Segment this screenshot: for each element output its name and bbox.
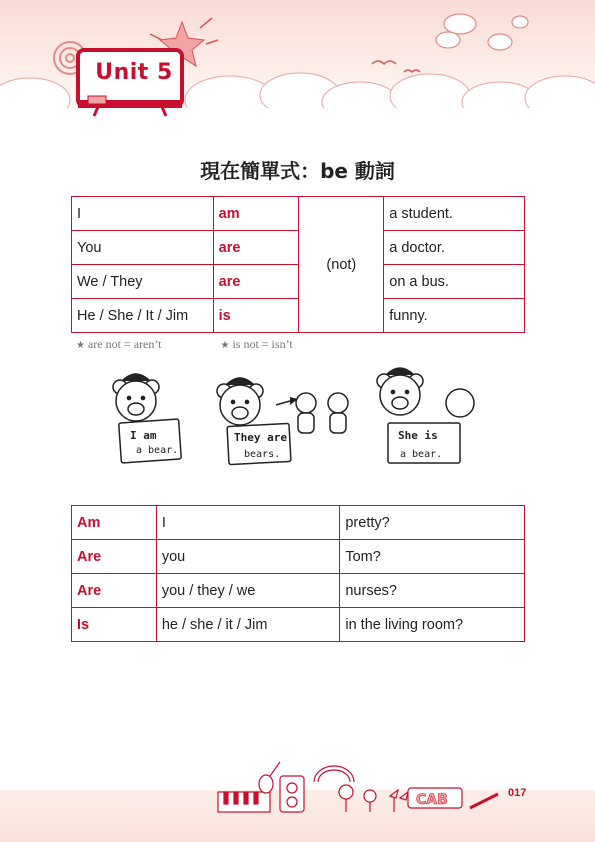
star-icon: ★	[220, 340, 230, 351]
be-verb-statement-table	[71, 196, 525, 333]
complement-cell: a student.	[384, 197, 525, 231]
page-number: 017	[508, 787, 527, 799]
table-row	[72, 231, 525, 265]
subject-cell: he / she / it / Jim	[156, 608, 340, 642]
star-icon: ★	[76, 340, 85, 351]
verb-cell: Is	[72, 608, 157, 642]
be-verb-question-table	[71, 505, 525, 642]
sign2-line1: They are	[234, 431, 287, 444]
footer-sign-text: CAB	[416, 792, 448, 808]
verb-cell: am	[213, 197, 299, 231]
subject-cell: you	[156, 540, 340, 574]
subject-cell: He / She / It / Jim	[72, 299, 214, 333]
negation-cell: (not)	[299, 197, 384, 333]
complement-cell: on a bus.	[384, 265, 525, 299]
subject-cell: You	[72, 231, 214, 265]
table-row	[72, 197, 525, 231]
complement-cell: funny.	[384, 299, 525, 333]
table-row	[72, 299, 525, 333]
bears-illustration	[100, 365, 500, 475]
verb-cell: Am	[72, 506, 157, 540]
sign3-line1: She is	[398, 429, 438, 442]
subject-cell: I	[156, 506, 340, 540]
verb-cell: are	[213, 231, 299, 265]
verb-cell: is	[213, 299, 299, 333]
subject-cell: We / They	[72, 265, 214, 299]
verb-cell: are	[213, 265, 299, 299]
table-row	[72, 608, 525, 642]
verb-cell: Are	[72, 540, 157, 574]
footer-decoration	[210, 758, 500, 818]
table-row	[72, 540, 525, 574]
note-item: ★ is not = isn’t	[220, 337, 293, 351]
complement-cell: a doctor.	[384, 231, 525, 265]
table-row	[72, 506, 525, 540]
complement-cell: pretty?	[340, 506, 525, 540]
sign1-line2: a bear.	[136, 445, 179, 456]
sign3-line2: a bear.	[400, 449, 443, 460]
complement-cell: nurses?	[340, 574, 525, 608]
verb-cell: Are	[72, 574, 157, 608]
table-row	[72, 574, 525, 608]
unit-label: Unit 5	[95, 60, 173, 85]
contraction-notes	[76, 337, 349, 352]
page-title: 現在簡單式：be 動詞	[200, 159, 395, 183]
sign1-line1: I am	[130, 429, 157, 442]
sign2-line2: bears.	[244, 449, 281, 460]
table-row	[72, 265, 525, 299]
complement-cell: in the living room?	[340, 608, 525, 642]
subject-cell: I	[72, 197, 214, 231]
note-item: ★ are not = aren’t	[76, 337, 162, 351]
subject-cell: you / they / we	[156, 574, 340, 608]
complement-cell: Tom?	[340, 540, 525, 574]
